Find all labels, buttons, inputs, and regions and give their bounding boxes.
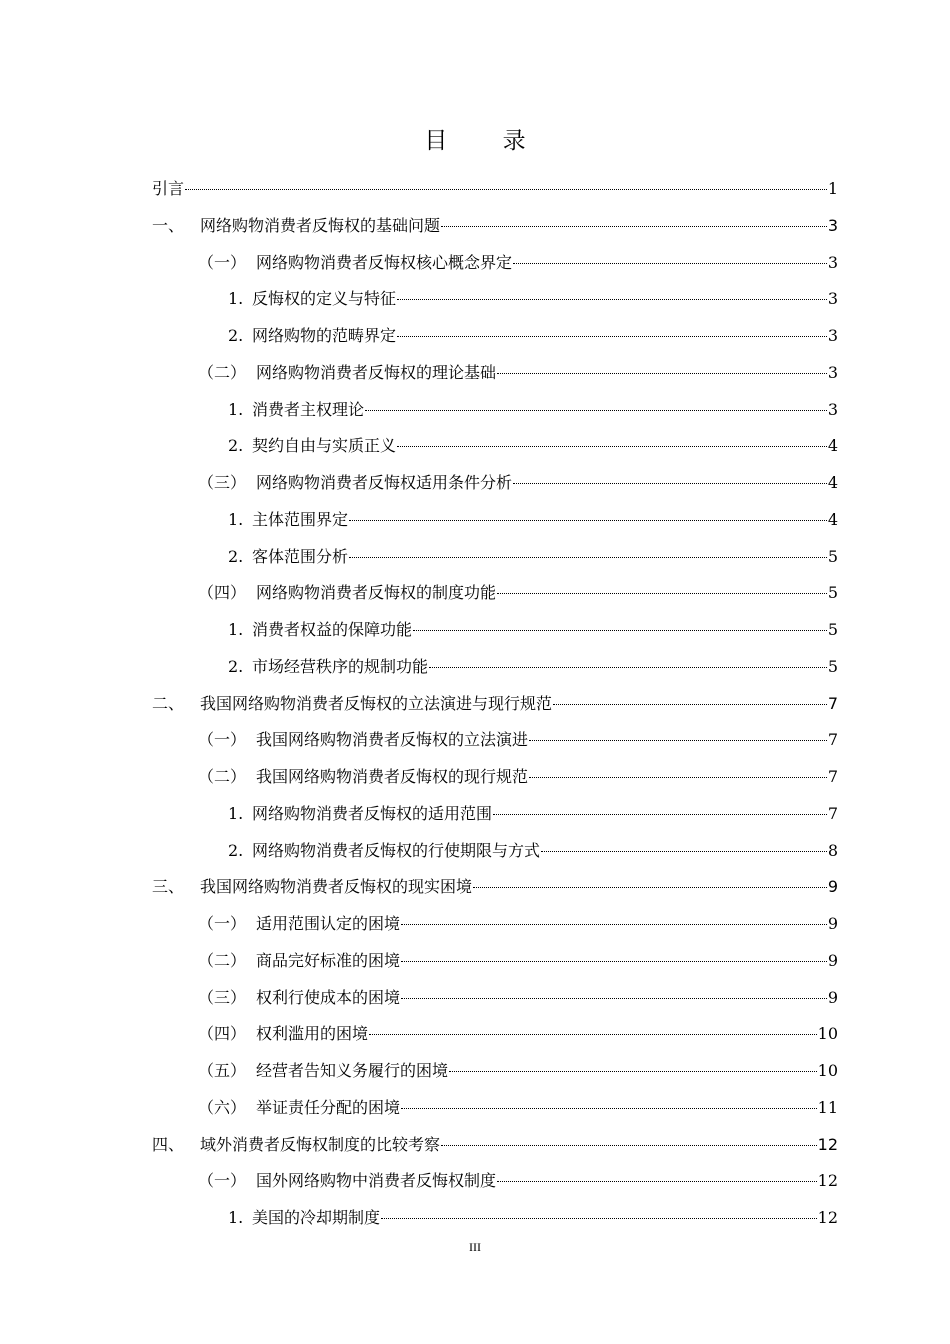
toc-entry[interactable] [198, 1023, 838, 1045]
toc-entry[interactable] [198, 987, 838, 1009]
toc-dot-leader [497, 373, 827, 374]
toc-entry-title: 权利行使成本的困境 [256, 987, 401, 1007]
toc-dot-leader [441, 226, 827, 227]
toc-entry-number: （三） [198, 987, 247, 1007]
toc-entry[interactable] [198, 362, 838, 384]
toc-page-number: 1 [827, 179, 838, 198]
toc-page-number: 11 [817, 1097, 838, 1117]
toc-entry-number: 三、 [152, 877, 185, 897]
toc-entry-title: 消费者权益的保障功能 [252, 620, 413, 639]
toc-entry[interactable] [152, 876, 838, 898]
toc-entry-number: （一） [198, 1171, 247, 1191]
toc-dot-leader [493, 814, 827, 815]
toc-entry-number: 一、 [152, 215, 185, 235]
toc-entry[interactable] [152, 178, 838, 200]
toc-entry-number: （一） [198, 914, 247, 933]
toc-entry-number: （二） [198, 362, 247, 382]
toc-entry[interactable] [198, 766, 838, 788]
toc-dot-leader [449, 1071, 817, 1072]
toc-page-number: 4 [827, 436, 838, 456]
toc-dot-leader [397, 446, 827, 447]
toc-entry[interactable] [228, 656, 838, 678]
toc-entry[interactable] [228, 399, 838, 421]
toc-page-number: 3 [827, 215, 838, 235]
toc-entry-title: 美国的冷却期制度 [252, 1208, 381, 1227]
toc-page-number: 3 [827, 252, 838, 272]
toc-page-number: 3 [827, 362, 838, 382]
toc-entry-number: （四） [198, 1024, 247, 1044]
toc-entry-title: 经营者告知义务履行的困境 [256, 1061, 449, 1080]
toc-dot-leader [529, 777, 827, 778]
toc-dot-leader [413, 630, 827, 631]
toc-entry[interactable] [228, 840, 838, 862]
toc-dot-leader [401, 961, 827, 962]
toc-entry-number: （一） [198, 252, 247, 272]
toc-entry-title: 消费者主权理论 [252, 399, 365, 419]
toc-entry-title: 网络购物消费者反悔权的适用范围 [252, 803, 493, 823]
toc-entry-number: （二） [198, 950, 247, 970]
toc-dot-leader [473, 887, 827, 888]
toc-entry-number: （五） [198, 1061, 247, 1080]
toc-page-number: 12 [817, 1208, 838, 1227]
toc-dot-leader [397, 336, 827, 337]
toc-entry-number: 二、 [152, 693, 185, 713]
toc-page-number: 9 [827, 950, 838, 970]
toc-page-number: 7 [827, 730, 838, 750]
toc-entry-title: 网络购物消费者反悔权的基础问题 [200, 215, 441, 235]
toc-entry-title: 国外网络购物中消费者反悔权制度 [256, 1171, 497, 1191]
toc-entry-title: 权利滥用的困境 [256, 1024, 369, 1044]
toc-page-number: 4 [827, 473, 838, 492]
toc-entry-number: 2. [228, 436, 244, 456]
toc-dot-leader [349, 520, 827, 521]
toc-dot-leader [429, 667, 827, 668]
toc-entry-title: 网络购物消费者反悔权适用条件分析 [256, 473, 513, 492]
toc-page-number: 7 [827, 767, 838, 786]
toc-entry-title: 网络购物的范畴界定 [252, 326, 397, 345]
toc-entry-title: 我国网络购物消费者反悔权的现实困境 [200, 877, 473, 897]
toc-entry[interactable] [198, 1097, 838, 1119]
toc-entry[interactable] [152, 215, 838, 237]
toc-entry[interactable] [152, 693, 838, 715]
toc-dot-leader [513, 263, 827, 264]
page-number-footer: III [469, 1240, 481, 1254]
toc-page-number: 7 [827, 803, 838, 823]
toc-dot-leader [441, 1145, 817, 1146]
toc-dot-leader [401, 924, 827, 925]
toc-entry[interactable] [198, 950, 838, 972]
toc-dot-leader [401, 1108, 817, 1109]
toc-entry[interactable] [228, 546, 838, 568]
toc-entry-number: 2. [228, 546, 244, 566]
toc-entry[interactable] [228, 803, 838, 825]
toc-dot-leader [541, 851, 827, 852]
toc-dot-leader [381, 1218, 817, 1219]
toc-dot-leader [553, 704, 827, 705]
toc-page-number: 5 [827, 546, 838, 566]
toc-entry-number: （六） [198, 1097, 247, 1117]
toc-entry-title: 域外消费者反悔权制度的比较考察 [200, 1134, 441, 1154]
toc-entry-title: 网络购物消费者反悔权核心概念界定 [256, 252, 513, 272]
toc-dot-leader [513, 483, 827, 484]
toc-page-number: 12 [817, 1171, 838, 1191]
toc-entry-number: （四） [198, 583, 247, 603]
toc-entry-number: 1. [228, 1208, 244, 1227]
toc-entry-title: 我国网络购物消费者反悔权的现行规范 [256, 767, 529, 786]
toc-entry-title: 契约自由与实质正义 [252, 436, 397, 456]
toc-page-number: 3 [827, 326, 838, 345]
toc-entry-title: 网络购物消费者反悔权的行使期限与方式 [252, 840, 541, 860]
toc-entry-number: （二） [198, 767, 247, 786]
toc-entry-number: 四、 [152, 1134, 185, 1154]
toc-entry-number: 2. [228, 326, 244, 345]
toc-entry[interactable] [228, 619, 838, 641]
toc-page-number: 10 [817, 1061, 838, 1080]
toc-entry-title: 引言 [152, 179, 185, 198]
toc-page-number: 5 [827, 656, 838, 676]
toc-entry[interactable] [228, 325, 838, 347]
toc-page-number: 9 [827, 877, 838, 897]
toc-page-number: 4 [827, 509, 838, 529]
toc-entry-title: 反悔权的定义与特征 [252, 289, 397, 309]
toc-entry-title: 网络购物消费者反悔权的制度功能 [256, 583, 497, 603]
toc-entry-title: 商品完好标准的困境 [256, 950, 401, 970]
toc-entry-title: 适用范围认定的困境 [256, 914, 401, 933]
toc-dot-leader [497, 593, 827, 594]
toc-dot-leader [497, 1181, 817, 1182]
toc-page-number: 9 [827, 987, 838, 1007]
toc-entry-number: 1. [228, 399, 244, 419]
toc-dot-leader [185, 189, 827, 190]
toc-dot-leader [369, 1034, 817, 1035]
toc-entry[interactable] [198, 729, 838, 751]
toc-entry-number: 1. [228, 289, 244, 309]
toc-page-number: 5 [827, 620, 838, 639]
toc-entry-title: 我国网络购物消费者反悔权的立法演进与现行规范 [200, 693, 553, 713]
toc-entry[interactable] [198, 1060, 838, 1082]
toc-entry-number: （三） [198, 473, 247, 492]
toc-page-number: 3 [827, 289, 838, 309]
toc-page-number: 5 [827, 583, 838, 603]
toc-entry[interactable] [228, 1207, 838, 1229]
toc-page-number: 9 [827, 914, 838, 933]
toc-entry-title: 主体范围界定 [252, 509, 349, 529]
toc-dot-leader [529, 740, 827, 741]
toc-entry[interactable] [198, 582, 838, 604]
toc-dot-leader [365, 410, 827, 411]
toc-entry[interactable] [198, 913, 838, 935]
toc-entry-title: 客体范围分析 [252, 546, 349, 566]
toc-entry[interactable] [198, 472, 838, 494]
toc-entry[interactable] [228, 435, 838, 457]
toc-entry-title: 网络购物消费者反悔权的理论基础 [256, 362, 497, 382]
toc-entry-number: 2. [228, 840, 244, 860]
toc-entry-title: 举证责任分配的困境 [256, 1097, 401, 1117]
toc-entry-title: 市场经营秩序的规制功能 [252, 656, 429, 676]
toc-entry-number: 1. [228, 803, 244, 823]
toc-entry[interactable] [198, 252, 838, 274]
toc-entry[interactable] [228, 509, 838, 531]
page-title: 目 录 [424, 128, 550, 154]
toc-page-number: 12 [817, 1134, 838, 1154]
toc-entry-number: 2. [228, 656, 244, 676]
toc-entry-number: 1. [228, 620, 244, 639]
toc-entry[interactable] [152, 1134, 838, 1156]
toc-entry-number: （一） [198, 730, 247, 750]
toc-page-number: 7 [827, 693, 838, 713]
toc-page-number: 10 [817, 1024, 838, 1044]
toc-page-number: 3 [827, 399, 838, 419]
toc-entry[interactable] [228, 288, 838, 310]
toc-entry[interactable] [198, 1170, 838, 1192]
toc-dot-leader [401, 998, 827, 999]
toc-page-number: 8 [827, 840, 838, 860]
toc-dot-leader [397, 299, 827, 300]
toc-entry-number: 1. [228, 509, 244, 529]
toc-entry-title: 我国网络购物消费者反悔权的立法演进 [256, 730, 529, 750]
toc-dot-leader [349, 557, 827, 558]
